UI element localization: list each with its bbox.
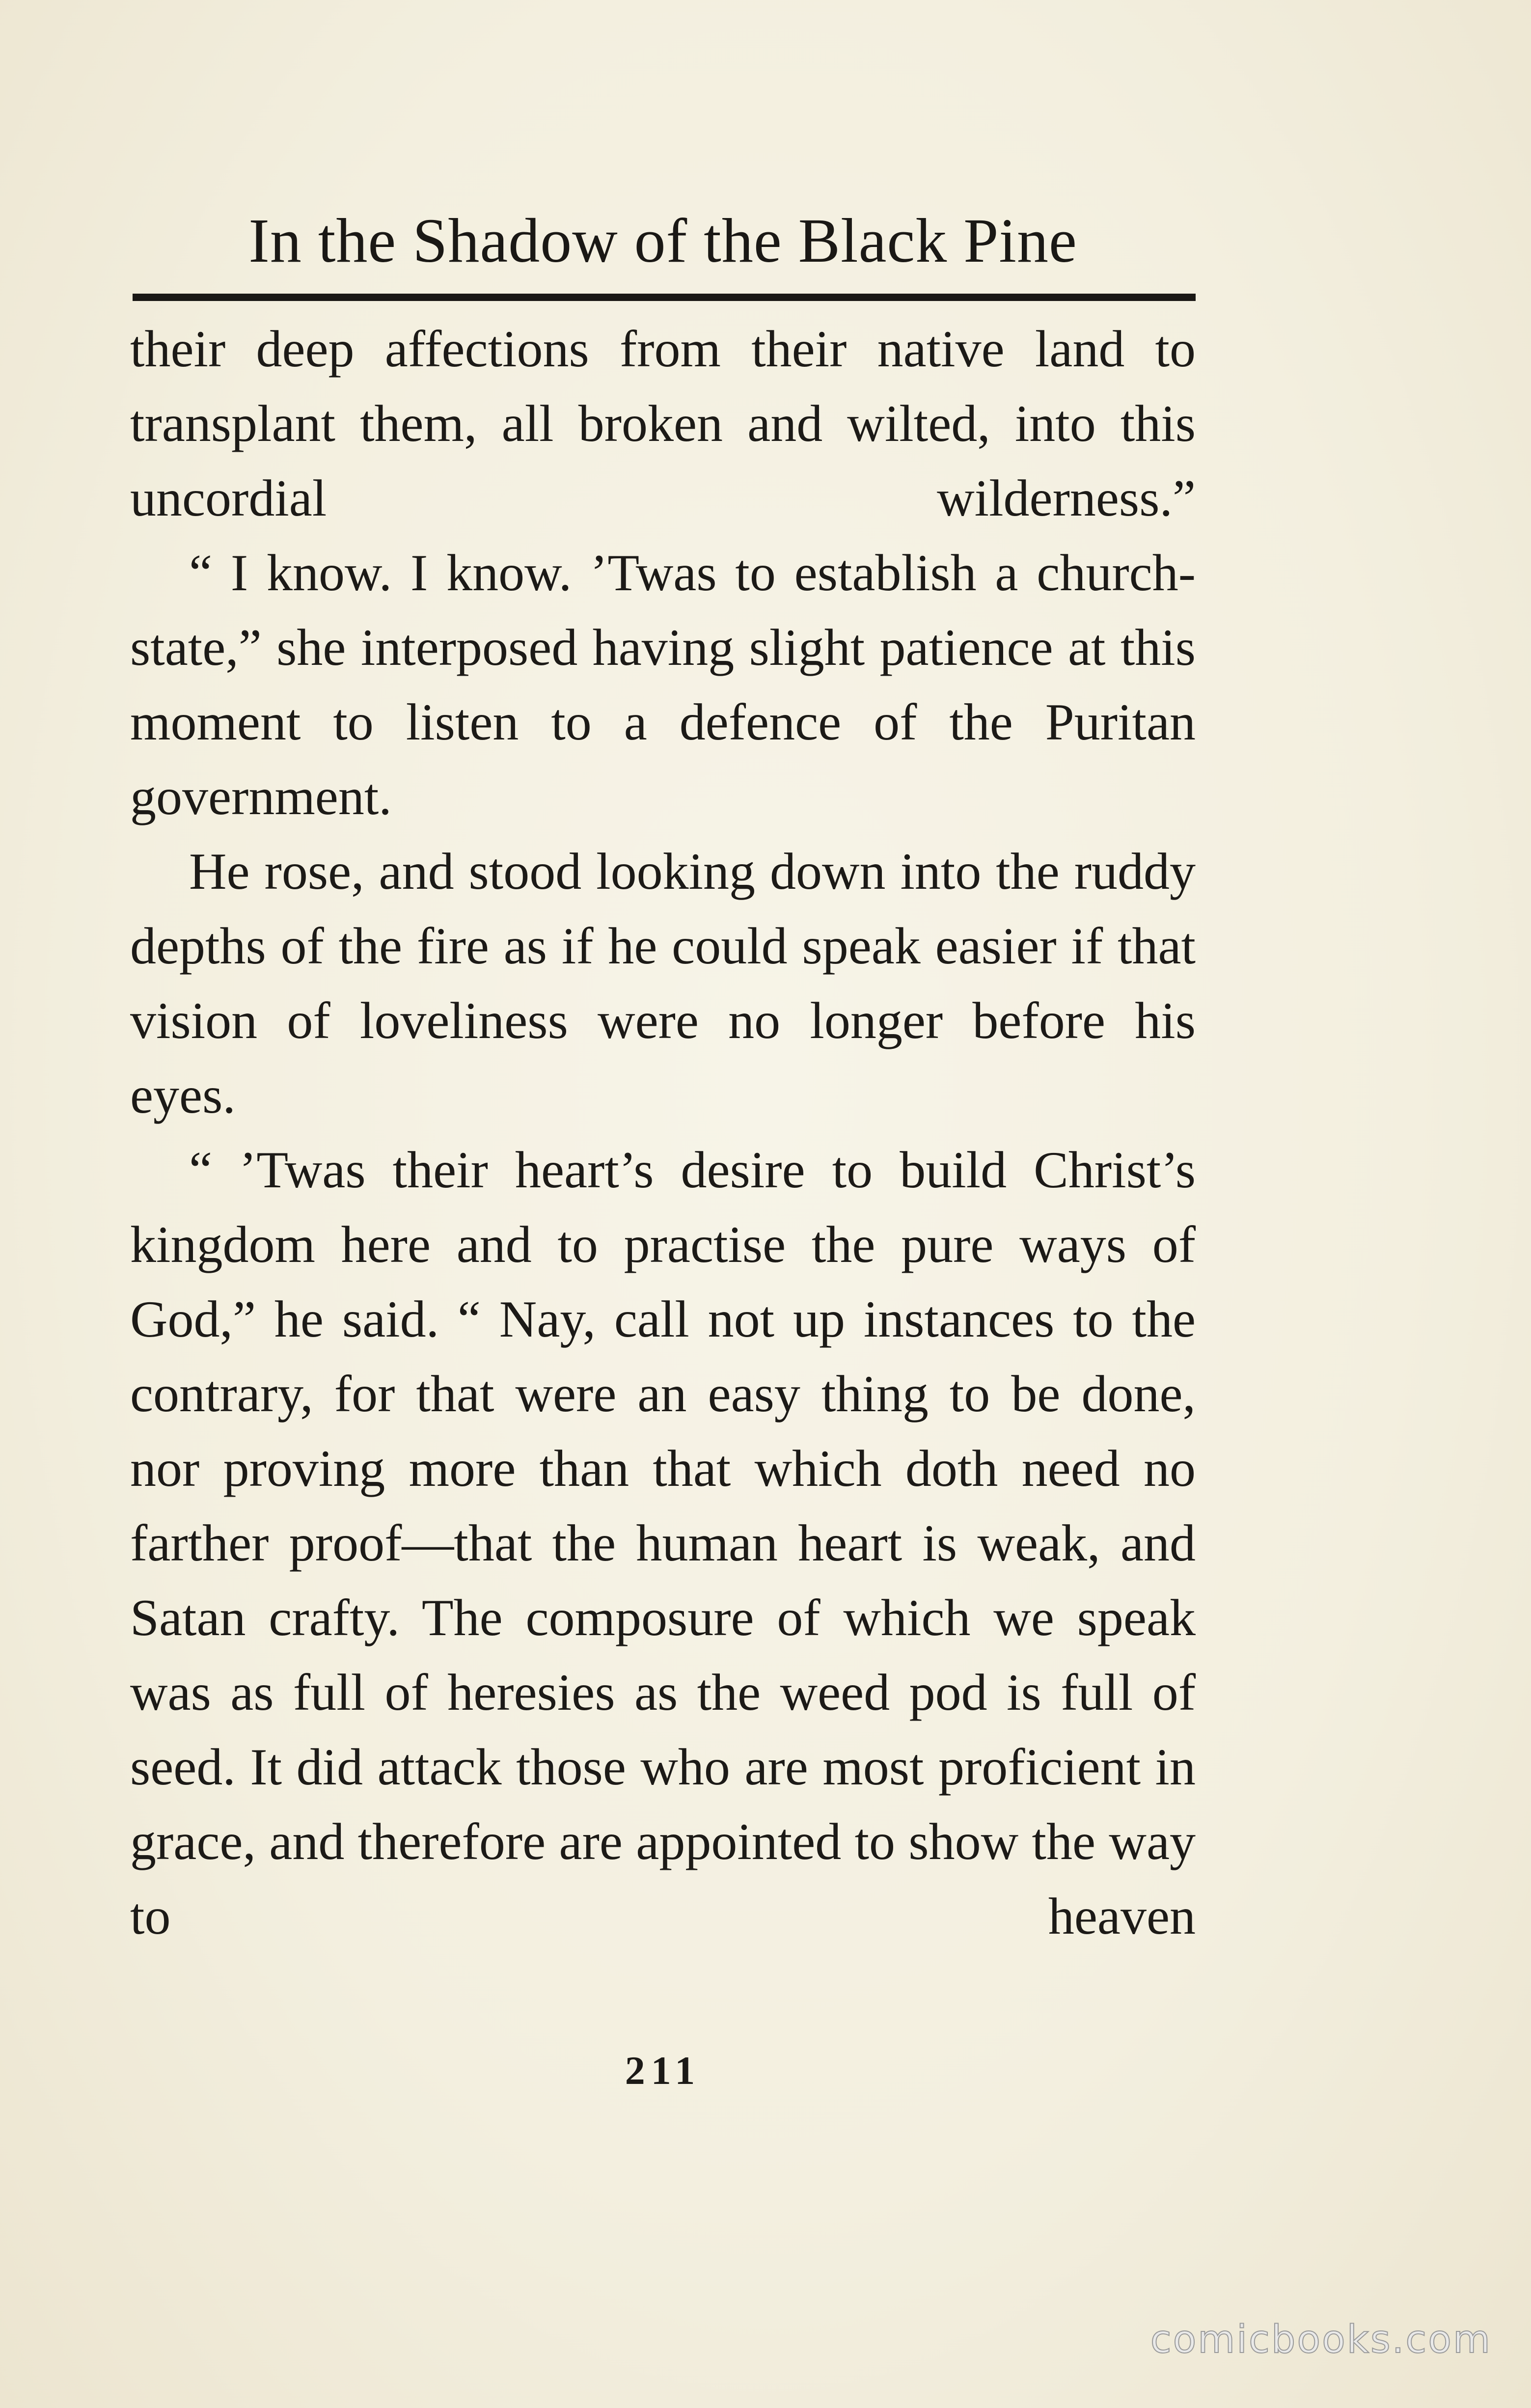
header-rule — [133, 294, 1196, 301]
page-number: 211 — [625, 2048, 701, 2093]
body-text — [130, 312, 1196, 1954]
paragraph-1: their deep affections from their native land to transplant them, all broken and wilted, into this uncordial wilderness.” — [130, 320, 1196, 527]
running-head: In the Shadow of the Black Pine — [248, 206, 1077, 275]
watermark: comicbooks.com — [1150, 2318, 1492, 2362]
paragraph-3: He rose, and stood looking down into the ruddy depths of the fire as if he could speak easier if that vision of loveliness were no longer before his eyes. — [130, 843, 1196, 1124]
paragraph-4: “ ’Twas their heart’s desire to build Christ’s kingdom here and to practise the pure ways of God,” he said. “ Nay, call not up instances to the contrary, for that were an easy thing to be done, nor proving more than that which doth need no farther proof—that the human heart is weak, and Satan crafty. The composure of which we speak was as full of heresies as the weed pod is full of seed. It did attack those who are most proficient in grace, and therefore are appointed to show the way to heaven — [130, 1141, 1196, 1945]
paragraph-2: “ I know. I know. ’Twas to establish a church-state,” she interposed having slight patience at this moment to listen to a defence of the Puritan government. — [130, 544, 1196, 825]
